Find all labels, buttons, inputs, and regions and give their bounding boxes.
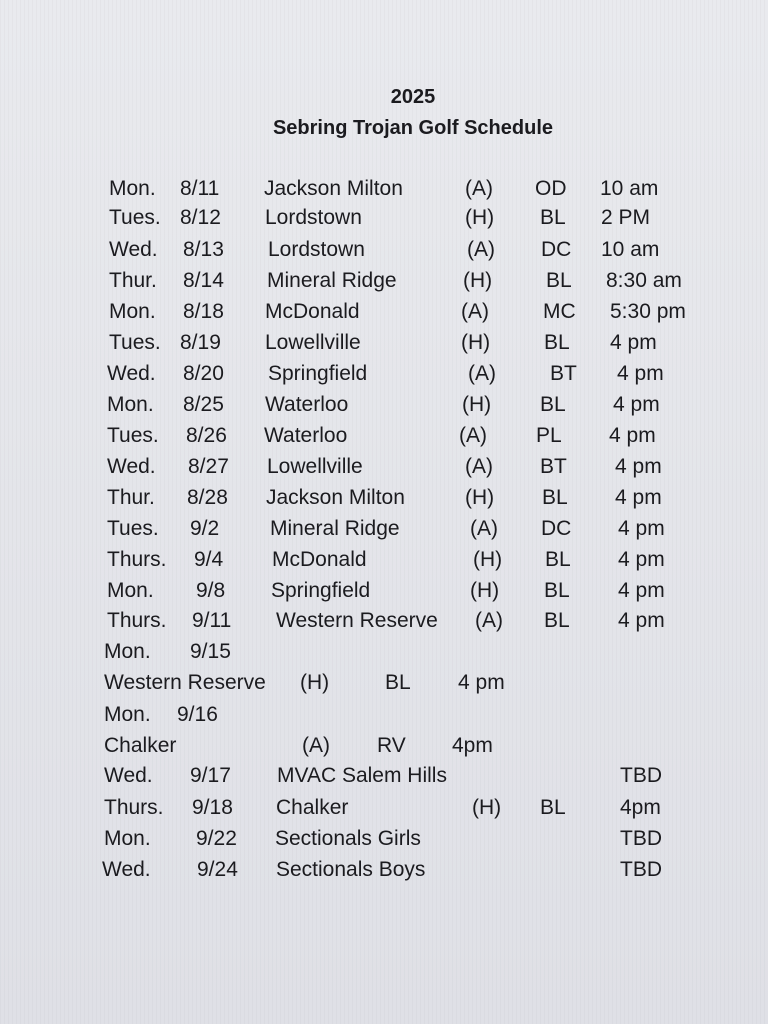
row-course: BT <box>540 455 567 478</box>
row-date: 8/13 <box>183 238 224 261</box>
row-time: 4pm <box>620 796 661 819</box>
row-date: 8/12 <box>180 206 221 229</box>
row-time: 4 pm <box>609 424 656 447</box>
row-opponent: Waterloo <box>264 424 348 447</box>
row-opponent: Chalker <box>276 796 349 819</box>
row-time: TBD <box>620 827 662 850</box>
row-opponent: McDonald <box>265 300 360 323</box>
row-day: Thur. <box>107 486 155 509</box>
row-day: Wed. <box>107 362 156 385</box>
row-site: (A) <box>465 455 493 478</box>
row-time: TBD <box>620 764 662 787</box>
row-course: BL <box>540 393 566 416</box>
row-time: 4pm <box>452 734 493 757</box>
schedule-year: 2025 <box>390 86 436 108</box>
row-date: 8/20 <box>183 362 224 385</box>
row-opponent: Chalker <box>104 734 177 757</box>
row-time: 10 am <box>600 177 659 200</box>
row-site: (A) <box>475 609 503 632</box>
row-date: 8/28 <box>187 486 228 509</box>
row-course: BL <box>544 579 570 602</box>
row-opponent: Western Reserve <box>104 671 266 694</box>
row-date: 9/4 <box>194 548 224 571</box>
row-time: 2 PM <box>601 206 651 229</box>
row-date: 9/18 <box>192 796 233 819</box>
row-opponent: Waterloo <box>265 393 349 416</box>
row-opponent: MVAC Salem Hills <box>277 764 447 787</box>
row-course: BL <box>546 269 572 292</box>
row-course: MC <box>543 300 576 323</box>
row-site: (A) <box>465 177 493 200</box>
row-site: (H) <box>463 269 493 292</box>
row-day: Wed. <box>104 764 153 787</box>
row-date: 8/18 <box>183 300 224 323</box>
row-day: Tues. <box>109 206 161 229</box>
row-course: BL <box>540 206 566 229</box>
row-day: Mon. <box>104 703 151 726</box>
row-day: Wed. <box>109 238 158 261</box>
row-day: Wed. <box>102 858 151 881</box>
row-date: 9/24 <box>197 858 238 881</box>
row-opponent: Springfield <box>268 362 368 385</box>
row-site: (H) <box>462 393 492 416</box>
row-day: Tues. <box>107 517 159 540</box>
row-day: Mon. <box>107 579 154 602</box>
row-site: (A) <box>459 424 487 447</box>
row-time: 4 pm <box>618 517 665 540</box>
row-opponent: Western Reserve <box>276 609 438 632</box>
row-opponent: Lordstown <box>268 238 365 261</box>
row-time: 5:30 pm <box>610 300 686 323</box>
row-date: 8/14 <box>183 269 224 292</box>
row-site: (H) <box>470 579 500 602</box>
row-day: Tues. <box>109 331 161 354</box>
row-opponent: Mineral Ridge <box>270 517 400 540</box>
row-date: 8/19 <box>180 331 221 354</box>
row-site: (H) <box>461 331 491 354</box>
row-course: OD <box>535 177 567 200</box>
row-site: (A) <box>470 517 498 540</box>
row-time: TBD <box>620 858 662 881</box>
row-date: 8/26 <box>186 424 227 447</box>
row-site: (A) <box>468 362 496 385</box>
row-site: (H) <box>473 548 503 571</box>
row-opponent: Jackson Milton <box>264 177 403 200</box>
row-time: 4 pm <box>615 455 662 478</box>
row-course: BL <box>545 548 571 571</box>
row-site: (H) <box>300 671 330 694</box>
row-course: BL <box>385 671 411 694</box>
row-date: 9/15 <box>190 640 231 663</box>
row-opponent: McDonald <box>272 548 367 571</box>
row-course: BL <box>544 331 570 354</box>
row-day: Mon. <box>104 640 151 663</box>
row-day: Mon. <box>109 300 156 323</box>
row-date: 9/8 <box>196 579 226 602</box>
row-course: BL <box>540 796 566 819</box>
row-day: Thur. <box>109 269 157 292</box>
row-site: (H) <box>472 796 502 819</box>
row-opponent: Mineral Ridge <box>267 269 397 292</box>
row-date: 9/2 <box>190 517 220 540</box>
row-opponent: Lordstown <box>265 206 362 229</box>
row-site: (A) <box>461 300 489 323</box>
row-time: 4 pm <box>615 486 662 509</box>
row-opponent: Jackson Milton <box>266 486 405 509</box>
row-date: 8/25 <box>183 393 224 416</box>
row-day: Thurs. <box>107 548 167 571</box>
row-course: PL <box>536 424 562 447</box>
row-time: 10 am <box>601 238 660 261</box>
row-day: Mon. <box>109 177 156 200</box>
row-site: (A) <box>302 734 330 757</box>
row-opponent: Sectionals Girls <box>275 827 421 850</box>
row-date: 9/17 <box>190 764 231 787</box>
row-time: 4 pm <box>458 671 505 694</box>
row-opponent: Springfield <box>271 579 371 602</box>
row-date: 8/11 <box>180 177 220 200</box>
row-day: Thurs. <box>107 609 167 632</box>
row-course: RV <box>377 734 406 757</box>
row-course: DC <box>541 238 572 261</box>
row-opponent: Lowellville <box>265 331 361 354</box>
row-day: Thurs. <box>104 796 164 819</box>
row-time: 4 pm <box>617 362 664 385</box>
row-time: 4 pm <box>613 393 660 416</box>
row-time: 4 pm <box>618 548 665 571</box>
row-course: BL <box>542 486 568 509</box>
row-day: Mon. <box>107 393 154 416</box>
row-date: 9/16 <box>177 703 218 726</box>
row-date: 9/11 <box>192 609 232 632</box>
row-opponent: Lowellville <box>267 455 363 478</box>
row-course: DC <box>541 517 572 540</box>
row-day: Mon. <box>104 827 151 850</box>
row-opponent: Sectionals Boys <box>276 858 426 881</box>
row-course: BT <box>550 362 577 385</box>
schedule-title: Sebring Trojan Golf Schedule <box>272 117 554 139</box>
row-site: (H) <box>465 486 495 509</box>
row-day: Wed. <box>107 455 156 478</box>
row-day: Tues. <box>107 424 159 447</box>
row-time: 8:30 am <box>606 269 682 292</box>
row-date: 9/22 <box>196 827 237 850</box>
row-time: 4 pm <box>610 331 657 354</box>
row-site: (H) <box>465 206 495 229</box>
row-date: 8/27 <box>188 455 229 478</box>
row-time: 4 pm <box>618 609 665 632</box>
row-course: BL <box>544 609 570 632</box>
row-site: (A) <box>467 238 495 261</box>
row-time: 4 pm <box>618 579 665 602</box>
